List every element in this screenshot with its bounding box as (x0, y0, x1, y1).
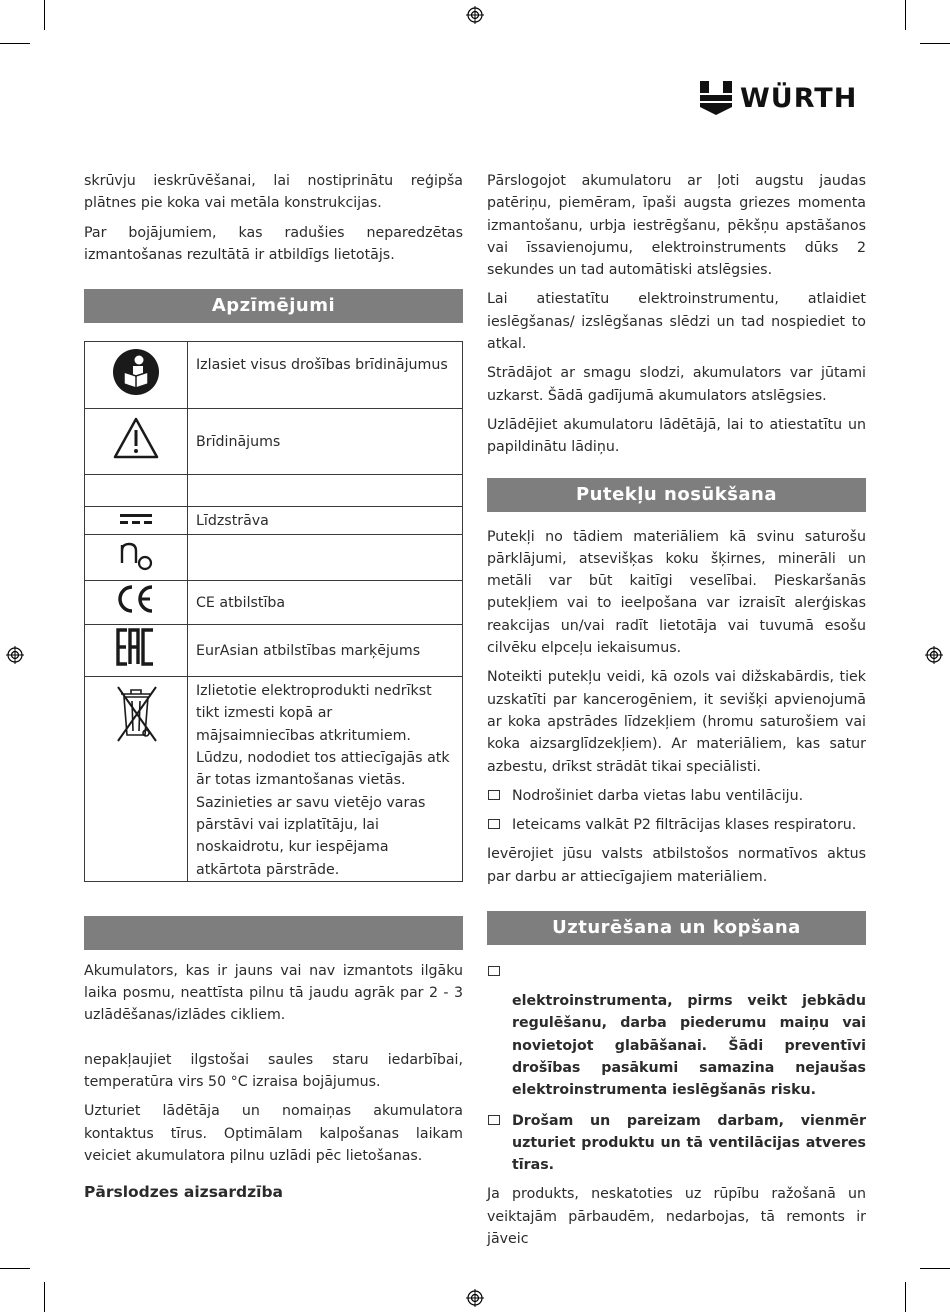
table-row (85, 342, 463, 409)
symbol-description: CE atbilstība (196, 594, 286, 611)
checklist-item (487, 814, 866, 836)
overload-heading: Pārslodzes aizsardzība (84, 1183, 284, 1202)
crop-mark (920, 1268, 950, 1269)
overload-paragraph: Strādājot ar smagu slodzi, akumulators var jūtami uzkarst. Šādā gadījumā akumulators atslēgsies. (487, 365, 866, 404)
crop-mark (905, 0, 906, 30)
overload-paragraph: Lai atiestatītu elektroinstrumentu, atlaidiet ieslēgšanas/ izslēgšanas slēdzi un tad nospiediet to atkal. (487, 291, 866, 353)
intro-paragraph: Par bojājumiem, kas radušies neparedzētas izmantošanas rezultātā ir atbildīgs lietotājs. (84, 224, 463, 263)
eac-mark-icon (116, 628, 156, 666)
battery-paragraph: Uzturiet lādētāja un nomaiņas akumulatora kontaktus tīrus. Optimālam kalpošanas laikam veiciet akumulatora pilnu uzlādi pēc lietošanas. (84, 1103, 463, 1164)
checkbox-square-icon (488, 819, 500, 829)
maintenance-note: Ja produkts, neskatoties uz rūpību ražošanā un veiktajām pārbaudēm, nedarbojas, tā remonts ir jāveic (487, 1186, 866, 1247)
symbol-description: EurAsian atbilstības marķējums (196, 642, 421, 659)
checklist-text: Nodrošiniet darba vietas labu ventilāciju. (512, 787, 804, 804)
crop-mark (44, 1282, 45, 1312)
checklist-item (487, 1110, 866, 1177)
battery-paragraph: nepakļaujiet ilgstošai saules staru iedarbībai, temperatūra virs 50 °C izraisa bojājumus. (84, 1051, 463, 1091)
wurth-emblem-icon (700, 81, 732, 115)
registration-mark-icon (466, 6, 484, 24)
symbols-table (84, 341, 463, 882)
warning-triangle-icon (112, 416, 160, 460)
left-column (84, 170, 463, 1211)
checklist-item (487, 961, 866, 976)
dust-paragraph: Noteikti putekļu veidi, kā ozols vai dižskabārdis, tiek uzskatīti par kancerogēniem, it sevišķi apvienojumā ar koka apstrādes līdzekļiem (hromu saturošiem vai koka aizsarglīdzekļiem). Ar materiāliem, kas satur azbestu, drīkst strādāt tikai speciālisti. (487, 669, 866, 775)
crossed-bin-icon (112, 683, 160, 743)
checklist-text: elektroinstrumenta, pirms veikt jebkādu regulēšanu, darba piederumu maiņu vai novietojot glabāšanai. Šādi preventīvi drošības pasākumi samazina nejaušas elektroinstrumenta ieslēgšanās risku. (512, 993, 866, 1099)
checkbox-square-icon (488, 790, 500, 800)
section-bar-battery (84, 916, 463, 950)
checkbox-square-icon (488, 1115, 500, 1125)
table-row (85, 677, 463, 882)
dust-paragraph: Putekļi no tādiem materiāliem kā svinu saturošu pārklājumi, atsevišķas koku šķirnes, minerāli un metāli var būt kaitīgi veselībai. Pieskaršanās putekļiem vai to ieelpošana var izraisīt alerģiskas reakcijas un/vai radīt lietotāja vai tuvumā esošu cilvēku elpceļu iekaisumus. (487, 528, 866, 657)
logo-text: WÜRTH (740, 82, 858, 114)
crop-mark (44, 0, 45, 30)
table-row (85, 581, 463, 625)
overload-paragraph: Uzlādējiet akumulatoru lādētājā, lai to atiestatītu un papildinātu lādiņu. (487, 416, 866, 456)
symbol-description: Līdzstrāva (196, 512, 269, 529)
registration-mark-icon (6, 646, 24, 664)
dust-note: Ievērojiet jūsu valsts atbilstošos normatīvos aktus par darbu ar attiecīgajiem materiāliem. (487, 846, 866, 885)
section-bar-symbols: Apzīmējumi (84, 289, 463, 323)
wurth-logo (700, 80, 857, 116)
table-row (85, 507, 463, 535)
crop-mark (905, 1282, 906, 1312)
right-column (487, 170, 866, 1257)
registration-mark-icon (925, 646, 943, 664)
no-load-speed-icon (118, 537, 154, 571)
symbol-description: Brīdinājums (196, 433, 281, 450)
crop-mark (0, 1268, 30, 1269)
registration-mark-icon (466, 1289, 484, 1307)
ce-mark-icon (115, 584, 157, 614)
checklist-item (487, 990, 866, 1101)
overload-paragraph: Pārslogojot akumulatoru ar ļoti augstu jaudas patēriņu, piemēram, īpaši augsta griezes momenta izmantošanu, urbja iestrēgšanu, pēkšņu apstāšanos vai īssavienojumu, elektroinstruments dūks 2 sekundes un tad automātiski atslēgsies. (487, 173, 866, 279)
table-row (85, 475, 463, 507)
table-row (85, 409, 463, 475)
battery-paragraph: Akumulators, kas ir jauns vai nav izmantots ilgāku laika posmu, neattīsta pilnu tā jaudu agrāk par 2 - 3 uzlādēšanas/izlādes cikliem. (84, 962, 463, 1024)
table-row (85, 625, 463, 677)
table-row (85, 535, 463, 581)
intro-paragraph: skrūvju ieskrūvēšanai, lai nostiprinātu reģipša plātnes pie koka vai metāla konstrukcijas. (84, 173, 463, 212)
checklist-text: Ieteicams valkāt P2 filtrācijas klases respiratoru. (512, 817, 857, 834)
section-bar-maintenance: Uzturēšana un kopšana (487, 911, 866, 945)
crop-mark (0, 43, 30, 44)
direct-current-icon (120, 513, 152, 525)
checklist-item (487, 785, 866, 807)
crop-mark (920, 43, 950, 44)
symbol-description: Izlasiet visus drošības brīdinājumus (196, 357, 448, 374)
checklist-text: Drošam un pareizam darbam, vienmēr uzturiet produktu un tā ventilācijas atveres tīras. (512, 1112, 866, 1174)
read-manual-icon (112, 348, 160, 396)
checkbox-square-icon (488, 966, 500, 976)
symbol-description: Izlietotie elektroprodukti nedrīkst tikt izmesti kopā ar mājsaimniecības atkritumiem. Lūdzu, nododiet tos attiecīgajās atk ār totas izmantošanas vietās. Sazinieties ar savu vietējo varas pārstāvi vai izplatītāju, lai noskaidrotu, kur iespējama atkārtota pārstrāde. (196, 683, 450, 878)
section-bar-dust: Putekļu nosūkšana (487, 478, 866, 512)
